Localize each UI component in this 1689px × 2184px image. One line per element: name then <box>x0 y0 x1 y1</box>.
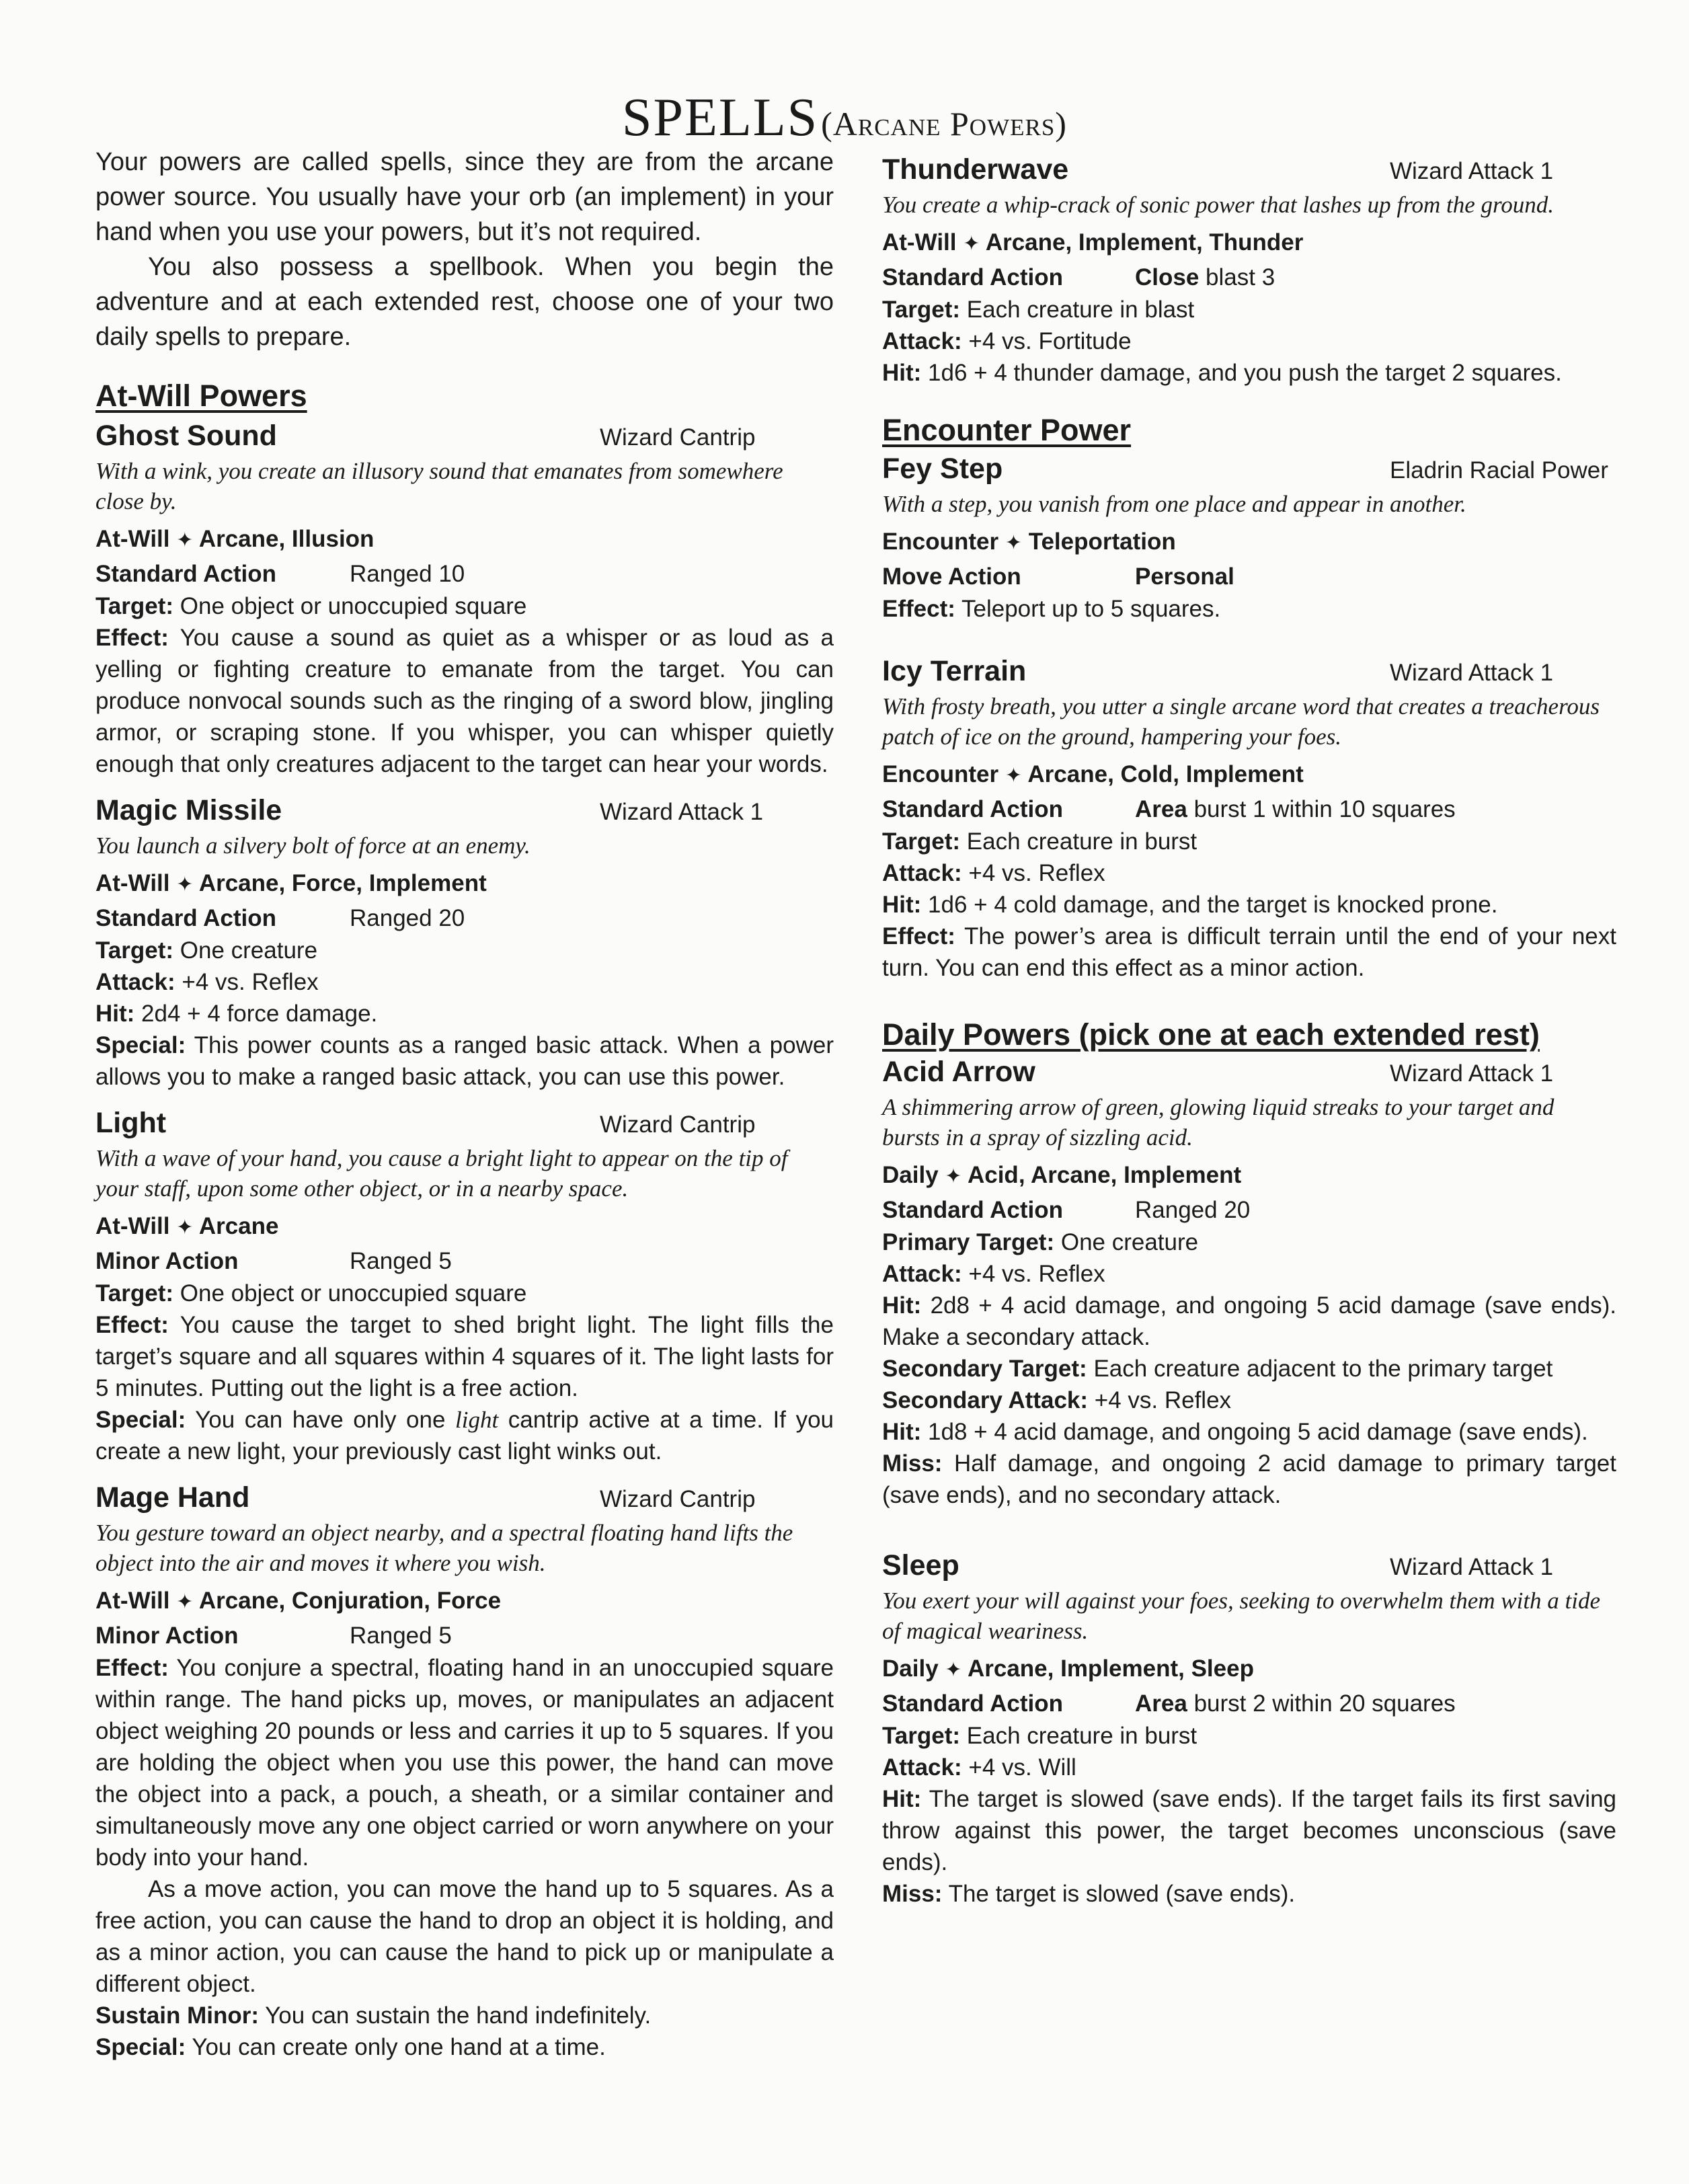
power-kind: Wizard Attack 1 <box>1390 1554 1554 1580</box>
power-action: Minor Action Ranged 5 <box>95 1248 452 1274</box>
power-keywords: At-Will ✦ Arcane <box>95 1213 279 1239</box>
power-flavor: With a wink, you create an illusory sound that emanates from somewhere close by. <box>95 458 783 514</box>
left-column <box>95 145 834 2063</box>
power-miss: Miss: Half damage, and ongoing 2 acid damage to primary target (save ends), and no secondary attack. <box>882 1450 1616 1508</box>
intro-paragraph: You also possess a spellbook. When you begin the adventure and at each extended rest, choose one of your two daily spells to prepare. <box>95 253 834 351</box>
power-target: Target: One creature <box>95 937 318 964</box>
power-kind: Wizard Attack 1 <box>1390 660 1554 686</box>
power-mage-hand <box>95 1479 834 2063</box>
power-target: Target: Each creature in blast <box>882 297 1195 323</box>
power-name: Light <box>95 1107 167 1139</box>
power-kind: Wizard Attack 1 <box>1390 1060 1554 1087</box>
power-action: Standard Action Close blast 3 <box>882 264 1275 290</box>
power-attack: Attack: +4 vs. Reflex <box>882 860 1105 886</box>
power-magic-missile <box>95 792 834 1093</box>
power-target: Target: One object or unoccupied square <box>95 1280 527 1306</box>
power-action: Move Action Personal <box>882 563 1234 590</box>
power-keywords: Encounter ✦ Arcane, Cold, Implement <box>882 761 1304 787</box>
intro-paragraph: Your powers are called spells, since they are from the arcane power source. You usually have your orb (an implement) in your hand when you use your powers, but it’s not required. <box>95 148 834 246</box>
power-kind: Wizard Cantrip <box>600 424 756 451</box>
power-flavor: You gesture toward an object nearby, and a spectral floating hand lifts the object into the air and moves it where you wish. <box>95 1520 793 1576</box>
power-effect: Effect: You cause the target to shed bright light. The light fills the target’s square and all squares within 4 squares of it. The light lasts for 5 minutes. Putting out the light is a free action. <box>95 1312 834 1401</box>
power-secondary-target: Secondary Target: Each creature adjacent to the primary target <box>882 1356 1553 1382</box>
power-name: Ghost Sound <box>95 420 277 452</box>
power-keywords: At-Will ✦ Arcane, Conjuration, Force <box>95 1588 502 1614</box>
power-effect: Effect: You cause a sound as quiet as a whisper or as loud as a yelling or fighting creature to emanate from the target. You can produce nonvocal sounds such as the ringing of a sword blow, jingling armor, or scraping stone. If you whisper, you can whisper quietly enough that only creatures adjacent to the target can hear your words. <box>95 625 834 777</box>
power-action: Standard Action Ranged 20 <box>882 1197 1251 1223</box>
power-action: Minor Action Ranged 5 <box>95 1623 452 1649</box>
intro <box>95 145 834 354</box>
power-flavor: With a wave of your hand, you cause a bright light to appear on the tip of your staff, upon some other object, or in a nearby space. <box>95 1145 788 1202</box>
power-special: Special: You can create only one hand at a time. <box>95 2034 606 2060</box>
power-acid-arrow <box>882 1054 1616 1511</box>
power-kind: Wizard Attack 1 <box>600 799 764 825</box>
section-encounter: Encounter Power <box>882 413 1132 447</box>
power-effect: Effect: Teleport up to 5 squares. <box>882 596 1221 622</box>
power-secondary-attack: Secondary Attack: +4 vs. Reflex <box>882 1387 1232 1413</box>
power-hit: Hit: 1d6 + 4 thunder damage, and you push the target 2 squares. <box>882 360 1562 386</box>
power-keywords: Daily ✦ Acid, Arcane, Implement <box>882 1162 1242 1188</box>
power-miss: Miss: The target is slowed (save ends). <box>882 1881 1296 1907</box>
power-keywords: At-Will ✦ Arcane, Illusion <box>95 526 375 552</box>
section-at-will: At-Will Powers <box>95 379 307 413</box>
power-name: Thunderwave <box>882 153 1069 186</box>
power-flavor: You launch a silvery bolt of force at an enemy. <box>95 832 531 859</box>
power-attack: Attack: +4 vs. Reflex <box>882 1261 1105 1287</box>
power-name: Icy Terrain <box>882 655 1027 687</box>
power-hit: Hit: 2d4 + 4 force damage. <box>95 1001 378 1027</box>
power-hit: Hit: The target is slowed (save ends). If the target fails its first saving throw against this power, the target becomes unconscious (save ends). <box>882 1786 1616 1875</box>
power-fey-step <box>882 451 1616 625</box>
power-flavor: With frosty breath, you utter a single arcane word that creates a treacherous patch of ice on the ground, hampering your foes. <box>882 693 1600 750</box>
power-icy-terrain <box>882 653 1616 984</box>
power-thunderwave <box>882 151 1616 389</box>
power-flavor: A shimmering arrow of green, glowing liquid streaks to your target and bursts in a spray of sizzling acid. <box>882 1094 1555 1150</box>
power-attack: Attack: +4 vs. Fortitude <box>882 328 1132 354</box>
power-flavor: You create a whip-crack of sonic power that lashes up from the ground. <box>882 192 1555 218</box>
power-name: Mage Hand <box>95 1481 250 1514</box>
power-effect-continued: As a move action, you can move the hand up to 5 squares. As a free action, you can cause the hand to drop an object it is holding, and as a minor action, you can cause the hand to pick up or manipulate a different object. <box>95 1876 834 1997</box>
power-keywords: At-Will ✦ Arcane, Implement, Thunder <box>882 229 1304 256</box>
right-column <box>882 151 1616 1910</box>
power-effect: Effect: The power’s area is difficult terrain until the end of your next turn. You can end this effect as a minor action. <box>882 923 1616 981</box>
power-target: Target: One object or unoccupied square <box>95 593 527 619</box>
power-action: Standard Action Ranged 10 <box>95 561 465 587</box>
title-main: SPELLS <box>622 88 819 147</box>
power-flavor: With a step, you vanish from one place and appear in another. <box>882 491 1466 517</box>
power-special: Special: You can have only one light cantrip active at a time. If you create a new light, your previously cast light winks out. <box>95 1407 834 1465</box>
power-kind: Eladrin Racial Power <box>1390 457 1608 483</box>
power-action: Standard Action Area burst 1 within 10 squares <box>882 796 1456 822</box>
power-keywords: At-Will ✦ Arcane, Force, Implement <box>95 870 487 896</box>
power-kind: Wizard Cantrip <box>600 1112 756 1138</box>
power-flavor: You exert your will against your foes, seeking to overwhelm them with a tide of magical weariness. <box>882 1588 1601 1644</box>
power-sleep <box>882 1547 1616 1910</box>
section-daily: Daily Powers (pick one at each extended rest) <box>882 1017 1540 1052</box>
power-ghost-sound <box>95 418 834 780</box>
power-action: Standard Action Area burst 2 within 20 squares <box>882 1690 1456 1717</box>
power-name: Sleep <box>882 1549 959 1582</box>
power-keywords: Encounter ✦ Teleportation <box>882 529 1176 555</box>
power-name: Fey Step <box>882 453 1003 485</box>
power-hit: Hit: 2d8 + 4 acid damage, and ongoing 5 acid damage (save ends). Make a secondary attack. <box>882 1292 1616 1350</box>
power-hit-secondary: Hit: 1d8 + 4 acid damage, and ongoing 5 acid damage (save ends). <box>882 1419 1588 1445</box>
power-target: Target: Each creature in burst <box>882 1723 1197 1749</box>
power-target: Target: Each creature in burst <box>882 828 1197 855</box>
power-attack: Attack: +4 vs. Reflex <box>95 969 319 995</box>
power-action: Standard Action Ranged 20 <box>95 905 465 931</box>
power-name: Magic Missile <box>95 794 282 826</box>
power-kind: Wizard Cantrip <box>600 1486 756 1512</box>
power-special: Special: This power counts as a ranged basic attack. When a power allows you to make a ranged basic attack, you can use this power. <box>95 1032 834 1090</box>
power-kind: Wizard Attack 1 <box>1390 158 1554 184</box>
power-light <box>95 1105 834 1467</box>
page-title <box>0 87 1689 149</box>
power-effect: Effect: You conjure a spectral, floating hand in an unoccupied square within range. The hand picks up, moves, or manipulates an adjacent object weighing 20 pounds or less and carries it up to 5 squares. If you are holding the object when you use this power, the hand can move the object into a pack, a pouch, a sheath, or a similar container and simultaneously move any one object carried or worn anywhere on your body into your hand. <box>95 1655 834 1871</box>
power-keywords: Daily ✦ Arcane, Implement, Sleep <box>882 1655 1254 1682</box>
power-name: Acid Arrow <box>882 1056 1035 1088</box>
title-sub: (Arcane Powers) <box>821 105 1067 143</box>
power-hit: Hit: 1d6 + 4 cold damage, and the target is knocked prone. <box>882 892 1498 918</box>
power-sustain: Sustain Minor: You can sustain the hand indefinitely. <box>95 2002 652 2029</box>
power-primary-target: Primary Target: One creature <box>882 1229 1199 1255</box>
power-attack: Attack: +4 vs. Will <box>882 1754 1076 1781</box>
